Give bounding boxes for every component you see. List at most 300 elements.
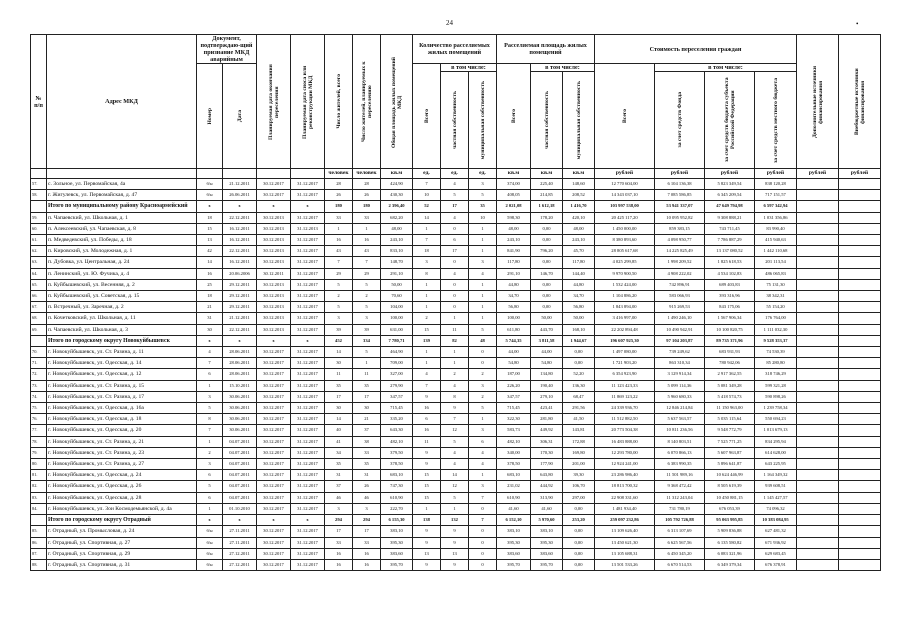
row-cell: 2 021,08 [497, 201, 531, 212]
row-cell: 30.12.2017 [257, 391, 291, 402]
row-cell: 1 031 356,86 [755, 212, 797, 223]
unit-cell: кв.м [531, 169, 563, 179]
row-cell: 6 349 379,34 [705, 559, 755, 570]
row-cell: 43 [353, 246, 381, 257]
row-cell: 31.12.2017 [291, 212, 325, 223]
row-cell: 20 773 504,38 [595, 425, 655, 436]
row-cell: 1 [469, 470, 497, 481]
table-row [31, 179, 881, 190]
header-row-1 [31, 35, 881, 64]
row-cell: 16 [325, 235, 353, 246]
row-cell: 14 225 825,49 [655, 246, 705, 257]
row-cell: 1 [469, 313, 497, 324]
row-cell [839, 190, 881, 201]
row-cell: 4 [469, 447, 497, 458]
table-row [31, 380, 881, 391]
row-cell: 683,10 [381, 470, 413, 481]
subtotal-row [31, 201, 881, 212]
row-cell [797, 324, 839, 335]
unit-cell: кв.м [497, 169, 531, 179]
row-cell: 225,40 [531, 179, 563, 190]
row-cell: 6 383 990,35 [655, 459, 705, 470]
row-cell: 29.12.2011 [223, 302, 257, 313]
rooms-total-header: Всего [413, 64, 441, 169]
row-cell: 5 909 836,88 [705, 526, 755, 537]
row-cell: 643,80 [531, 470, 563, 481]
row-cell: 9 [413, 537, 441, 548]
row-cell: 671 936,92 [755, 537, 797, 548]
row-number: 88. [31, 559, 47, 570]
row-cell: 11 869 123,22 [595, 391, 655, 402]
row-cell: 5 [325, 279, 353, 290]
row-cell [839, 492, 881, 503]
unit-cell: ед. [469, 169, 497, 179]
row-cell: 41,50 [563, 414, 595, 425]
row-cell: 30 [353, 403, 381, 414]
row-cell: 21.12.2011 [223, 179, 257, 190]
row-cell: 31.12.2017 [291, 526, 325, 537]
row-cell: 1 [197, 503, 223, 514]
row-cell: 28 805 617,68 [595, 246, 655, 257]
row-cell: 11 [325, 369, 353, 380]
row-cell: 7 [413, 380, 441, 391]
row-cell: 31.12.2017 [291, 425, 325, 436]
row-address: п. Встречный, ул. Заречная, д. 2 [47, 302, 197, 313]
row-address: г. Новокуйбышевск, ул. Одесская, д. 26 [47, 481, 197, 492]
cost-subject-header: за счет средств бюджета субъекта Российской Федерации [705, 72, 755, 169]
row-cell: 44,00 [497, 347, 531, 358]
row-cell: 172,88 [563, 436, 595, 447]
row-cell: 9 [441, 559, 469, 570]
row-cell: 30 [197, 324, 223, 335]
row-cell: 190,40 [531, 380, 563, 391]
table-row [31, 436, 881, 447]
row-cell: 550 694,23 [755, 414, 797, 425]
row-cell: 117,80 [497, 257, 531, 268]
row-cell: 27.12.2011 [223, 559, 257, 570]
row-cell: 30.12.2013 [257, 235, 291, 246]
row-cell: 10 095 952,82 [655, 212, 705, 223]
row-cell: 180 [325, 201, 353, 212]
residents-planned-header: Число жителей, планируемых к переселению [353, 35, 381, 169]
row-cell: 11 312 243,04 [655, 492, 705, 503]
row-cell: 10 624 446,99 [705, 470, 755, 481]
row-cell: 281,80 [531, 414, 563, 425]
row-cell [797, 313, 839, 324]
row-number: 74. [31, 391, 47, 402]
row-cell: б/н [197, 548, 223, 559]
row-cell: 0,00 [531, 291, 563, 302]
row-cell: 44,80 [563, 279, 595, 290]
table-row [31, 391, 881, 402]
row-cell: 643 225,95 [755, 459, 797, 470]
row-cell: 1 [469, 235, 497, 246]
row-cell: 22 908 331,60 [595, 492, 655, 503]
row-address: г. Отрадный, ул. Промысловая, д. 24 [47, 526, 197, 537]
unit-cell: человек [325, 169, 353, 179]
row-cell: 4 [441, 380, 469, 391]
row-cell [839, 201, 881, 212]
row-cell: 742 896,91 [655, 279, 705, 290]
row-cell: 464,90 [381, 347, 413, 358]
row-cell: 04.07.2011 [223, 470, 257, 481]
table-row [31, 548, 881, 559]
row-cell: 16 [325, 548, 353, 559]
row-cell: 22 202 894,48 [595, 324, 655, 335]
unit-cell: рублей [655, 169, 705, 179]
row-address: г. Новокуйбышевск, ул. Одесская, д. 12 [47, 369, 197, 380]
row-cell: 16 [353, 548, 381, 559]
table-row [31, 470, 881, 481]
row-cell [797, 526, 839, 537]
row-cell: 28 [353, 179, 381, 190]
row-cell: 117,80 [563, 257, 595, 268]
planned-demolition-header: Планируемая дата сноса или реконструкции МКД [291, 35, 325, 169]
area-group-header: Расселяемая площадь жилых помещений [497, 35, 595, 64]
row-number: 70. [31, 347, 47, 358]
row-cell: 7 [413, 179, 441, 190]
row-cell [839, 324, 881, 335]
row-cell: 6 135 580,82 [705, 537, 755, 548]
row-cell: 9 548 772,79 [705, 425, 755, 436]
row-cell: 33 [325, 212, 353, 223]
row-cell: 132 [441, 515, 469, 526]
table-row [31, 324, 881, 335]
rooms-group-header: Количество расселяемых жилых помещений [413, 35, 497, 64]
row-cell [797, 291, 839, 302]
table-row [31, 559, 881, 570]
row-cell: б/н [197, 537, 223, 548]
row-cell: 04.07.2011 [223, 459, 257, 470]
row-cell: 4 908 222,02 [655, 268, 705, 279]
row-cell: 843 175,06 [705, 302, 755, 313]
row-cell: 590 898,26 [755, 391, 797, 402]
row-cell [839, 481, 881, 492]
row-address: г. Новокуйбышевск, ул. Ст. Разина, д. 15 [47, 380, 197, 391]
row-cell: 1 [441, 313, 469, 324]
row-cell: 0 [469, 548, 497, 559]
row-cell [797, 201, 839, 212]
row-cell: 30.12.2017 [257, 369, 291, 380]
row-cell: 1 [469, 291, 497, 302]
row-cell: 34 [325, 447, 353, 458]
row-cell: 1 [413, 223, 441, 234]
row-cell: 231,02 [497, 481, 531, 492]
row-cell: 10 [413, 190, 441, 201]
row-cell [797, 190, 839, 201]
row-cell: 0 [441, 302, 469, 313]
row-cell [797, 380, 839, 391]
row-cell: 33 [353, 212, 381, 223]
row-cell: 37 [325, 481, 353, 492]
row-cell: 1 [413, 503, 441, 514]
row-cell [839, 358, 881, 369]
row-cell [839, 279, 881, 290]
table-body [31, 179, 881, 571]
row-cell: 30.12.2013 [257, 212, 291, 223]
row-cell: 0,00 [563, 559, 595, 570]
row-cell: 0,00 [563, 358, 595, 369]
row-cell: 1 450 000,00 [595, 223, 655, 234]
row-cell: 415 940,63 [755, 235, 797, 246]
row-cell: 30 [325, 403, 353, 414]
row-cell [839, 537, 881, 548]
row-cell: 3 [353, 313, 381, 324]
table-row [31, 212, 881, 223]
row-cell [839, 515, 881, 526]
row-cell: 6 070 866,13 [655, 447, 705, 458]
row-cell: 53 941 337,07 [655, 201, 705, 212]
row-address: г. Новокуйбышевск, ул. Одесская, д. 14 [47, 358, 197, 369]
row-cell: 21 [197, 302, 223, 313]
row-cell: 14 [325, 414, 353, 425]
rooms-including-header: в том числе: [441, 64, 497, 72]
row-cell: 395,70 [531, 559, 563, 570]
row-cell: 13 [441, 548, 469, 559]
row-cell: 31.12.2017 [291, 358, 325, 369]
row-cell: 743 711,45 [705, 223, 755, 234]
row-cell: 430,30 [381, 190, 413, 201]
row-cell: 04.07.2011 [223, 492, 257, 503]
row-cell: 178,20 [531, 212, 563, 223]
row-cell: 347,57 [381, 391, 413, 402]
row-cell: 0,00 [563, 347, 595, 358]
area-municipal-header: муниципальная собственность [563, 72, 595, 169]
row-number: 87. [31, 548, 47, 559]
row-cell: 1 [413, 347, 441, 358]
row-cell: 1 [441, 503, 469, 514]
row-cell: 70,60 [381, 291, 413, 302]
table-row [31, 358, 881, 369]
row-cell: 6 [413, 414, 441, 425]
row-cell: 318 746,29 [755, 369, 797, 380]
row-cell: 279,90 [381, 380, 413, 391]
row-cell: 627 481,32 [755, 526, 797, 537]
row-cell: 5 [353, 302, 381, 313]
row-cell: 3 [469, 481, 497, 492]
row-cell: 1 239 758,34 [755, 403, 797, 414]
row-cell: 27.12.2011 [223, 548, 257, 559]
row-cell [839, 548, 881, 559]
row-cell: 1 111 032,30 [755, 324, 797, 335]
row-cell: 50,00 [381, 279, 413, 290]
row-address: г. Отрадный, ул. Спортивная, д. 31 [47, 559, 197, 570]
row-cell [797, 403, 839, 414]
row-cell: 4 [441, 179, 469, 190]
row-cell: 54,80 [531, 358, 563, 369]
row-cell: 35 [469, 201, 497, 212]
row-cell: 50,00 [563, 313, 595, 324]
row-address: г. Новокуйбышевск, ул. Ст. Разина, д. 23 [47, 447, 197, 458]
row-cell [839, 414, 881, 425]
row-cell: 48 [469, 335, 497, 346]
row-cell: 0 [441, 257, 469, 268]
row-cell: 393 316,96 [705, 291, 755, 302]
row-cell: 0 [469, 358, 497, 369]
row-cell: 9 [441, 403, 469, 414]
row-cell: 74 096,32 [755, 503, 797, 514]
row-cell [797, 347, 839, 358]
row-address: п. Дубовка, ул. Центральная, д. 24 [47, 257, 197, 268]
row-cell: 9 [413, 559, 441, 570]
row-cell: 4 [413, 369, 441, 380]
row-cell: 1 998 209,52 [655, 257, 705, 268]
row-cell: 3 [197, 391, 223, 402]
row-cell: 31.12.2017 [291, 414, 325, 425]
row-cell: 5 099 114,36 [655, 380, 705, 391]
row-cell: 18 [197, 291, 223, 302]
row-address: с. Зольное, ул. Первомайская, 4а [47, 179, 197, 190]
row-cell: 12 [441, 425, 469, 436]
row-cell: 1 [413, 302, 441, 313]
row-cell: 30.12.2017 [257, 481, 291, 492]
row-cell: 4 [441, 447, 469, 458]
row-address: г. Отрадный, ул. Спортивная, д. 29 [47, 548, 197, 559]
row-number: 69. [31, 324, 47, 335]
row-cell [839, 223, 881, 234]
row-cell: 395,30 [497, 537, 531, 548]
row-address: Итого по муниципальному району Красноармейский [47, 201, 197, 212]
row-cell: 291,10 [497, 268, 531, 279]
row-cell: 7 786 887,29 [705, 235, 755, 246]
row-cell: 7 [441, 414, 469, 425]
row-cell: 136,30 [563, 380, 595, 391]
row-number: 67. [31, 302, 47, 313]
row-cell: 7 [469, 515, 497, 526]
row-cell: 21.12.2011 [223, 313, 257, 324]
row-cell: 1 013 679,13 [755, 425, 797, 436]
row-number: 79. [31, 447, 47, 458]
table-row [31, 447, 881, 458]
row-cell: 6 152,10 [497, 515, 531, 526]
row-cell: 16 [353, 235, 381, 246]
row-cell: 143,81 [563, 425, 595, 436]
row-cell: 1 [469, 302, 497, 313]
row-cell: 30.12.2013 [257, 257, 291, 268]
row-cell: 37 [353, 425, 381, 436]
row-cell: 38 [353, 436, 381, 447]
row-cell: 297,00 [563, 492, 595, 503]
row-cell: 0,00 [531, 235, 563, 246]
row-cell: 629 683,45 [755, 548, 797, 559]
row-cell: 30.12.2017 [257, 492, 291, 503]
row-cell: 3 [469, 179, 497, 190]
row-number: 58. [31, 190, 47, 201]
row-cell: 5 [469, 324, 497, 335]
row-cell: 16 [325, 559, 353, 570]
row-cell: 0 [441, 279, 469, 290]
row-cell: 0 [469, 503, 497, 514]
row-cell: 20 425 117,20 [595, 212, 655, 223]
row-cell [797, 436, 839, 447]
row-cell: 16 [413, 403, 441, 414]
row-cell: 279,10 [531, 391, 563, 402]
row-cell: 14 [413, 212, 441, 223]
row-address: г. Новокуйбышевск, ул. Одесская, д. 28 [47, 492, 197, 503]
row-cell [839, 425, 881, 436]
row-cell [839, 257, 881, 268]
row-cell: 395,30 [381, 537, 413, 548]
row-cell: 196 607 925,30 [595, 335, 655, 346]
row-cell: 3 [469, 257, 497, 268]
doc-group-header: Документ, подтверждаю-щий признание МКД аварийным [197, 35, 257, 64]
row-cell: 39 [325, 324, 353, 335]
row-cell: 6 450 345,20 [655, 548, 705, 559]
row-cell: 31 [325, 470, 353, 481]
row-cell: 1 [413, 291, 441, 302]
row-cell: 56,80 [497, 302, 531, 313]
rooms-municipal-header: муниципальная собственность [469, 72, 497, 169]
unit-cell: кв.м [563, 169, 595, 179]
row-cell: 482,10 [381, 436, 413, 447]
row-cell: 34,70 [497, 291, 531, 302]
row-cell: 22.12.2011 [223, 324, 257, 335]
row-cell: 27.11.2011 [223, 526, 257, 537]
row-number: 84. [31, 503, 47, 514]
row-address: г. Новокуйбышевск, ул. Ст. Разина, д. 27 [47, 459, 197, 470]
row-cell [797, 503, 839, 514]
table-row [31, 537, 881, 548]
row-cell: 383,10 [531, 526, 563, 537]
row-cell: 859 383,15 [655, 223, 705, 234]
row-cell: 30.12.2017 [257, 347, 291, 358]
row-cell: x [223, 515, 257, 526]
row-cell: 18 813 700,32 [595, 481, 655, 492]
row-cell: 5 [441, 436, 469, 447]
row-cell: 31.12.2017 [291, 268, 325, 279]
row-cell: 105 792 726,88 [655, 515, 705, 526]
row-cell: 0,00 [563, 537, 595, 548]
row-cell: 1 944,67 [563, 335, 595, 346]
row-cell: 1 442 110,68 [755, 246, 797, 257]
row-cell: 11 501 989,16 [655, 470, 705, 481]
row-cell: 38 342,31 [755, 291, 797, 302]
row-cell: 33 [353, 447, 381, 458]
row-cell: 9 308 888,21 [705, 212, 755, 223]
units-row [31, 169, 881, 179]
row-cell: 20.06.2006 [223, 268, 257, 279]
row-cell: 04.07.2011 [223, 481, 257, 492]
row-cell: 31.12.2017 [291, 481, 325, 492]
row-cell: 0,00 [531, 279, 563, 290]
row-cell: 144,40 [563, 268, 595, 279]
row-cell: 583 066,93 [655, 291, 705, 302]
subtotal-row [31, 335, 881, 346]
row-cell: 1 567 906,34 [705, 313, 755, 324]
row-cell: 168,10 [563, 324, 595, 335]
row-cell: 31 [353, 470, 381, 481]
row-cell: 30.12.2017 [257, 459, 291, 470]
row-cell: 30.12.2017 [257, 447, 291, 458]
row-cell: 1 490 246,10 [655, 313, 705, 324]
row-cell: 3 [469, 425, 497, 436]
row-cell [797, 223, 839, 234]
row-cell: 2 [469, 369, 497, 380]
row-cell: 6 [197, 492, 223, 503]
row-cell: 148,60 [563, 179, 595, 190]
row-cell: 15 [413, 492, 441, 503]
row-cell: 226,20 [497, 380, 531, 391]
row-cell: 18 [413, 246, 441, 257]
cost-local-header: за счет средств местного бюджета [755, 72, 797, 169]
row-cell: 15 [413, 324, 441, 335]
row-cell: 4 098 950,77 [655, 235, 705, 246]
row-cell: 7 [197, 358, 223, 369]
row-cell: 01.10.2010 [223, 503, 257, 514]
row-cell: 294 [353, 515, 381, 526]
row-cell: 15 [413, 481, 441, 492]
row-cell: 2 [469, 391, 497, 402]
